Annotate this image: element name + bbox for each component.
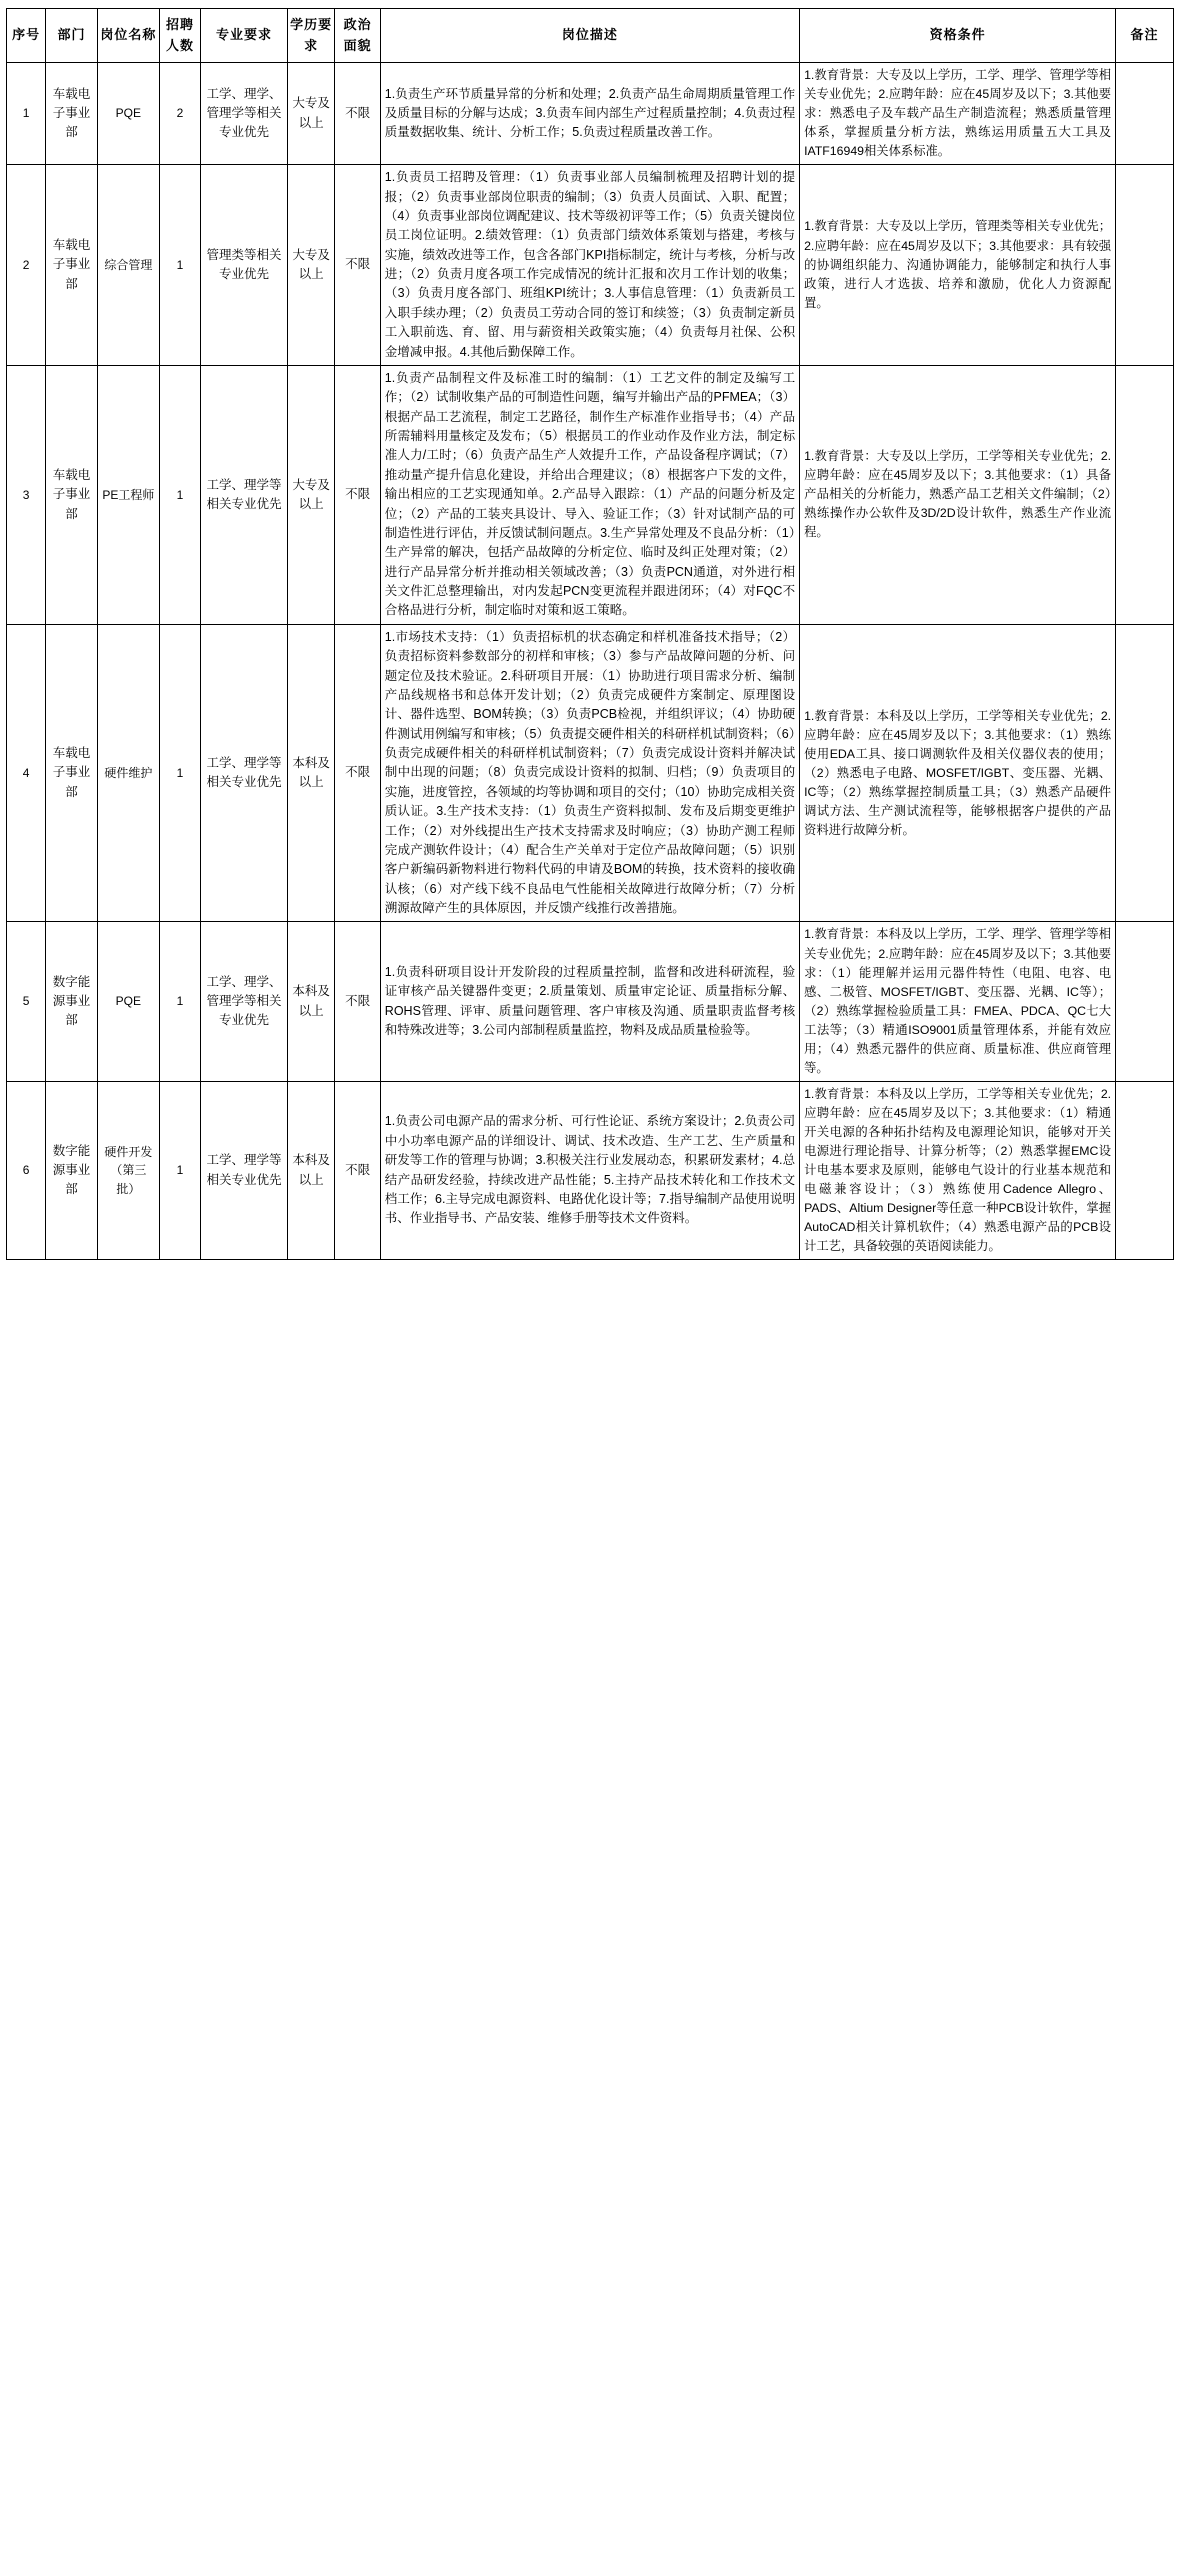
- cell-seq: 1: [7, 63, 46, 165]
- cell-headcount: 1: [159, 922, 200, 1081]
- table-header: [7, 9, 1174, 63]
- cell-major: 工学、理学、管理学等相关专业优先: [201, 922, 288, 1081]
- cell-department: 车载电子事业部: [46, 365, 98, 624]
- header-education: 学历要求: [287, 9, 335, 63]
- cell-seq: 2: [7, 165, 46, 366]
- cell-major: 工学、理学等相关专业优先: [201, 365, 288, 624]
- cell-seq: 6: [7, 1081, 46, 1259]
- cell-department: 车载电子事业部: [46, 165, 98, 366]
- cell-job-description: 1.负责生产环节质量异常的分析和处理；2.负责产品生命周期质量管理工作及质量目标的分解与达成；3.负责车间内部生产过程质量控制；4.负责过程质量数据收集、统计、分析工作；5.负责过程质量改善工作。: [380, 63, 799, 165]
- cell-note: [1116, 922, 1174, 1081]
- header-qualification: 资格条件: [800, 9, 1116, 63]
- cell-political-status: 不限: [335, 63, 380, 165]
- cell-department: 车载电子事业部: [46, 624, 98, 922]
- cell-department: 数字能源事业部: [46, 922, 98, 1081]
- table-row: [7, 365, 1174, 624]
- cell-education: 大专及以上: [287, 165, 335, 366]
- table-row: [7, 165, 1174, 366]
- header-department: 部门: [46, 9, 98, 63]
- cell-job-description: 1.负责产品制程文件及标准工时的编制：（1）工艺文件的制定及编写工作；（2）试制收集产品的可制造性问题，编写并输出产品的PFMEA；（3）根据产品工艺流程，制定工艺路径，制作生产标准作业指导书；（4）产品所需辅料用量核定及发布；（5）根据员工的作业动作及作业方法，制定标准人力/工时；（6）负责产品生产人效提升工作，产品设备程序调试；（7）推动量产提升信息化建设，并给出合理建议；（8）根据客户下发的文件，输出相应的工艺实现通知单。2.产品导入跟踪：（1）产品的问题分析及定位；（2）产品的工装夹具设计、导入、验证工作；（3）针对试制产品的可制造性进行评估，并反馈试制问题点。3.生产异常处理及不良品分析：（1）生产异常的解决，包括产品故障的分析定位、临时及纠正处理对策；（2）进行产品异常分析并推动相关领域改善；（3）负责PCN通道，对外进行相关文件汇总整理输出，对内发起PCN变更流程并跟进闭环；（4）对FQC不合格品进行分析，制定临时对策和返工策略。: [380, 365, 799, 624]
- cell-note: [1116, 165, 1174, 366]
- cell-education: 大专及以上: [287, 365, 335, 624]
- cell-education: 本科及以上: [287, 624, 335, 922]
- table-body: [7, 63, 1174, 1260]
- cell-note: [1116, 365, 1174, 624]
- cell-seq: 3: [7, 365, 46, 624]
- cell-job-description: 1.负责公司电源产品的需求分析、可行性论证、系统方案设计；2.负责公司中小功率电源产品的详细设计、调试、技术改造、生产工艺、生产质量和研发等工作的管理与协调；3.积极关注行业发展动态，积累研发素材；4.总结产品研发经验，持续改进产品性能；5.主持产品技术转化和工作技术文档工作；6.主导完成电源资料、电路优化设计等；7.指导编制产品使用说明书、作业指导书、产品安装、维修手册等技术文件资料。: [380, 1081, 799, 1259]
- cell-job-title: PQE: [97, 63, 159, 165]
- cell-department: 数字能源事业部: [46, 1081, 98, 1259]
- cell-major: 管理类等相关专业优先: [201, 165, 288, 366]
- header-job-title: 岗位名称: [97, 9, 159, 63]
- cell-political-status: 不限: [335, 1081, 380, 1259]
- cell-qualification: 1.教育背景：本科及以上学历，工学等相关专业优先；2.应聘年龄：应在45周岁及以下；3.其他要求：（1）熟练使用EDA工具、接口调测软件及相关仪器仪表的使用；（2）熟悉电子电路、MOSFET/IGBT、变压器、光耦、IC等；（2）熟练掌握控制质量工具；（3）熟悉产品硬件调试方法、生产测试流程等，能够根据客户提供的产品资料进行故障分析。: [800, 624, 1116, 922]
- cell-department: 车载电子事业部: [46, 63, 98, 165]
- cell-job-description: 1.负责员工招聘及管理：（1）负责事业部人员编制梳理及招聘计划的提报；（2）负责事业部岗位职责的编制；（3）负责人员面试、入职、配置；（4）负责事业部岗位调配建议、技术等级初评等工作；（5）负责关键岗位员工岗位证明。2.绩效管理：（1）负责部门绩效体系策划与搭建，考核与实施，绩效改进等工作，包含各部门KPI指标制定，统计与考核，分析与改进；（2）负责月度各项工作完成情况的统计汇报和次月工作计划的收集；（3）负责月度各部门、班组KPI统计；3.人事信息管理：（1）负责新员工入职手续办理；（2）负责员工劳动合同的签订和续签；（3）负责制定新员工入职前选、育、留、用与薪资相关政策实施；（4）负责每月社保、公积金增减申报。4.其他后勤保障工作。: [380, 165, 799, 366]
- cell-job-title: 硬件维护: [97, 624, 159, 922]
- cell-job-title: PE工程师: [97, 365, 159, 624]
- cell-qualification: 1.教育背景：本科及以上学历，工学、理学、管理学等相关专业优先；2.应聘年龄：应在45周岁及以下；3.其他要求：（1）能理解并运用元器件特性（电阻、电容、电感、二极管、MOSFET/IGBT、变压器、光耦、IC等）；（2）熟练掌握检验质量工具：FMEA、PDCA、QC七大工法等；（3）精通ISO9001质量管理体系，并能有效应用；（4）熟悉元器件的供应商、质量标准、供应商管理等。: [800, 922, 1116, 1081]
- cell-education: 大专及以上: [287, 63, 335, 165]
- header-major: 专业要求: [201, 9, 288, 63]
- header-political-status: 政治面貌: [335, 9, 380, 63]
- cell-qualification: 1.教育背景：本科及以上学历，工学等相关专业优先；2.应聘年龄：应在45周岁及以下；3.其他要求：（1）精通开关电源的各种拓扑结构及电源理论知识，能够对开关电源进行理论指导、计算分析等；（2）熟悉掌握EMC设计电基本要求及原则，能够电气设计的行业基本规范和电磁兼容设计；（3）熟练使用Cadence Allegro、PADS、Altium Designer等任意一种PCB设计软件，掌握AutoCAD相关计算机软件；（4）熟悉电源产品的PCB设计工艺，具备较强的英语阅读能力。: [800, 1081, 1116, 1259]
- cell-note: [1116, 63, 1174, 165]
- table-row: [7, 624, 1174, 922]
- cell-job-description: 1.负责科研项目设计开发阶段的过程质量控制，监督和改进科研流程，验证审核产品关键器件变更；2.质量策划、质量审定论证、质量指标分解、ROHS管理、评审、质量问题管理、客户审核及沟通、质量职责监督考核和特殊改进等；3.公司内部制程质量监控，物料及成品质量检验等。: [380, 922, 799, 1081]
- cell-qualification: 1.教育背景：大专及以上学历，工学、理学、管理学等相关专业优先；2.应聘年龄：应在45周岁及以下；3.其他要求：熟悉电子及车载产品生产制造流程；熟悉质量管理体系，掌握质量分析方法，熟练运用质量五大工具及IATF16949相关体系标准。: [800, 63, 1116, 165]
- cell-political-status: 不限: [335, 165, 380, 366]
- recruitment-table: [6, 8, 1174, 1260]
- cell-job-description: 1.市场技术支持：（1）负责招标机的状态确定和样机准备技术指导；（2）负责招标资料参数部分的初样和审核；（3）参与产品故障问题的分析、问题定位及技术验证。2.科研项目开展：（1）协助进行项目需求分析、编制产品线规格书和总体开发计划；（2）负责完成硬件方案制定、原理图设计、器件选型、BOM转换；（3）负责PCB检视，并组织评议；（4）协助硬件测试用例编写和审核；（5）负责提交硬件相关的科研样机试制资料；（6）负责完成硬件相关的科研样机试制资料；（7）负责完成设计资料并解决试制中出现的问题；（8）负责完成设计资料的拟制、归档；（9）负责项目的实施，进度管控，各领域的均等协调和项目的交付；（10）协助完成相关资质认证。3.生产技术支持：（1）负责生产资料拟制、发布及后期变更维护工作；（2）对外线提出生产技术支持需求及时响应；（3）协助产测工程师完成产测软件设计；（4）配合生产关单对于定位产品故障问题；（5）识别客户新编码新物料进行物料代码的申请及BOM的转换，技术资料的接收确认核；（6）对产线下线不良品电气性能相关故障进行故障分析；（7）分析溯源故障产生的具体原因，并反馈产线推行改善措施。: [380, 624, 799, 922]
- cell-education: 本科及以上: [287, 922, 335, 1081]
- cell-qualification: 1.教育背景：大专及以上学历，工学等相关专业优先；2.应聘年龄：应在45周岁及以下；3.其他要求：（1）具备产品相关的分析能力，熟悉产品工艺相关文件编制；（2）熟练操作办公软件及3D/2D设计软件，熟悉生产作业流程。: [800, 365, 1116, 624]
- cell-political-status: 不限: [335, 365, 380, 624]
- cell-major: 工学、理学等相关专业优先: [201, 1081, 288, 1259]
- header-job-description: 岗位描述: [380, 9, 799, 63]
- cell-job-title: PQE: [97, 922, 159, 1081]
- cell-note: [1116, 1081, 1174, 1259]
- table-row: [7, 1081, 1174, 1259]
- cell-education: 本科及以上: [287, 1081, 335, 1259]
- cell-headcount: 2: [159, 63, 200, 165]
- table-row: [7, 922, 1174, 1081]
- recruitment-table-sheet: [0, 0, 1180, 1270]
- header-note: 备注: [1116, 9, 1174, 63]
- cell-major: 工学、理学、管理学等相关专业优先: [201, 63, 288, 165]
- cell-political-status: 不限: [335, 624, 380, 922]
- cell-headcount: 1: [159, 624, 200, 922]
- cell-qualification: 1.教育背景：大专及以上学历，管理类等相关专业优先；2.应聘年龄：应在45周岁及以下；3.其他要求：具有较强的协调组织能力、沟通协调能力，能够制定和执行人事政策，进行人才选拔、培养和激励，优化人力资源配置。: [800, 165, 1116, 366]
- cell-seq: 4: [7, 624, 46, 922]
- cell-seq: 5: [7, 922, 46, 1081]
- cell-job-title: 综合管理: [97, 165, 159, 366]
- table-row: [7, 63, 1174, 165]
- header-row: [7, 9, 1174, 63]
- cell-major: 工学、理学等相关专业优先: [201, 624, 288, 922]
- cell-political-status: 不限: [335, 922, 380, 1081]
- cell-note: [1116, 624, 1174, 922]
- cell-headcount: 1: [159, 365, 200, 624]
- cell-headcount: 1: [159, 1081, 200, 1259]
- cell-headcount: 1: [159, 165, 200, 366]
- header-seq: 序号: [7, 9, 46, 63]
- header-headcount: 招聘人数: [159, 9, 200, 63]
- cell-job-title: 硬件开发（第三批）: [97, 1081, 159, 1259]
